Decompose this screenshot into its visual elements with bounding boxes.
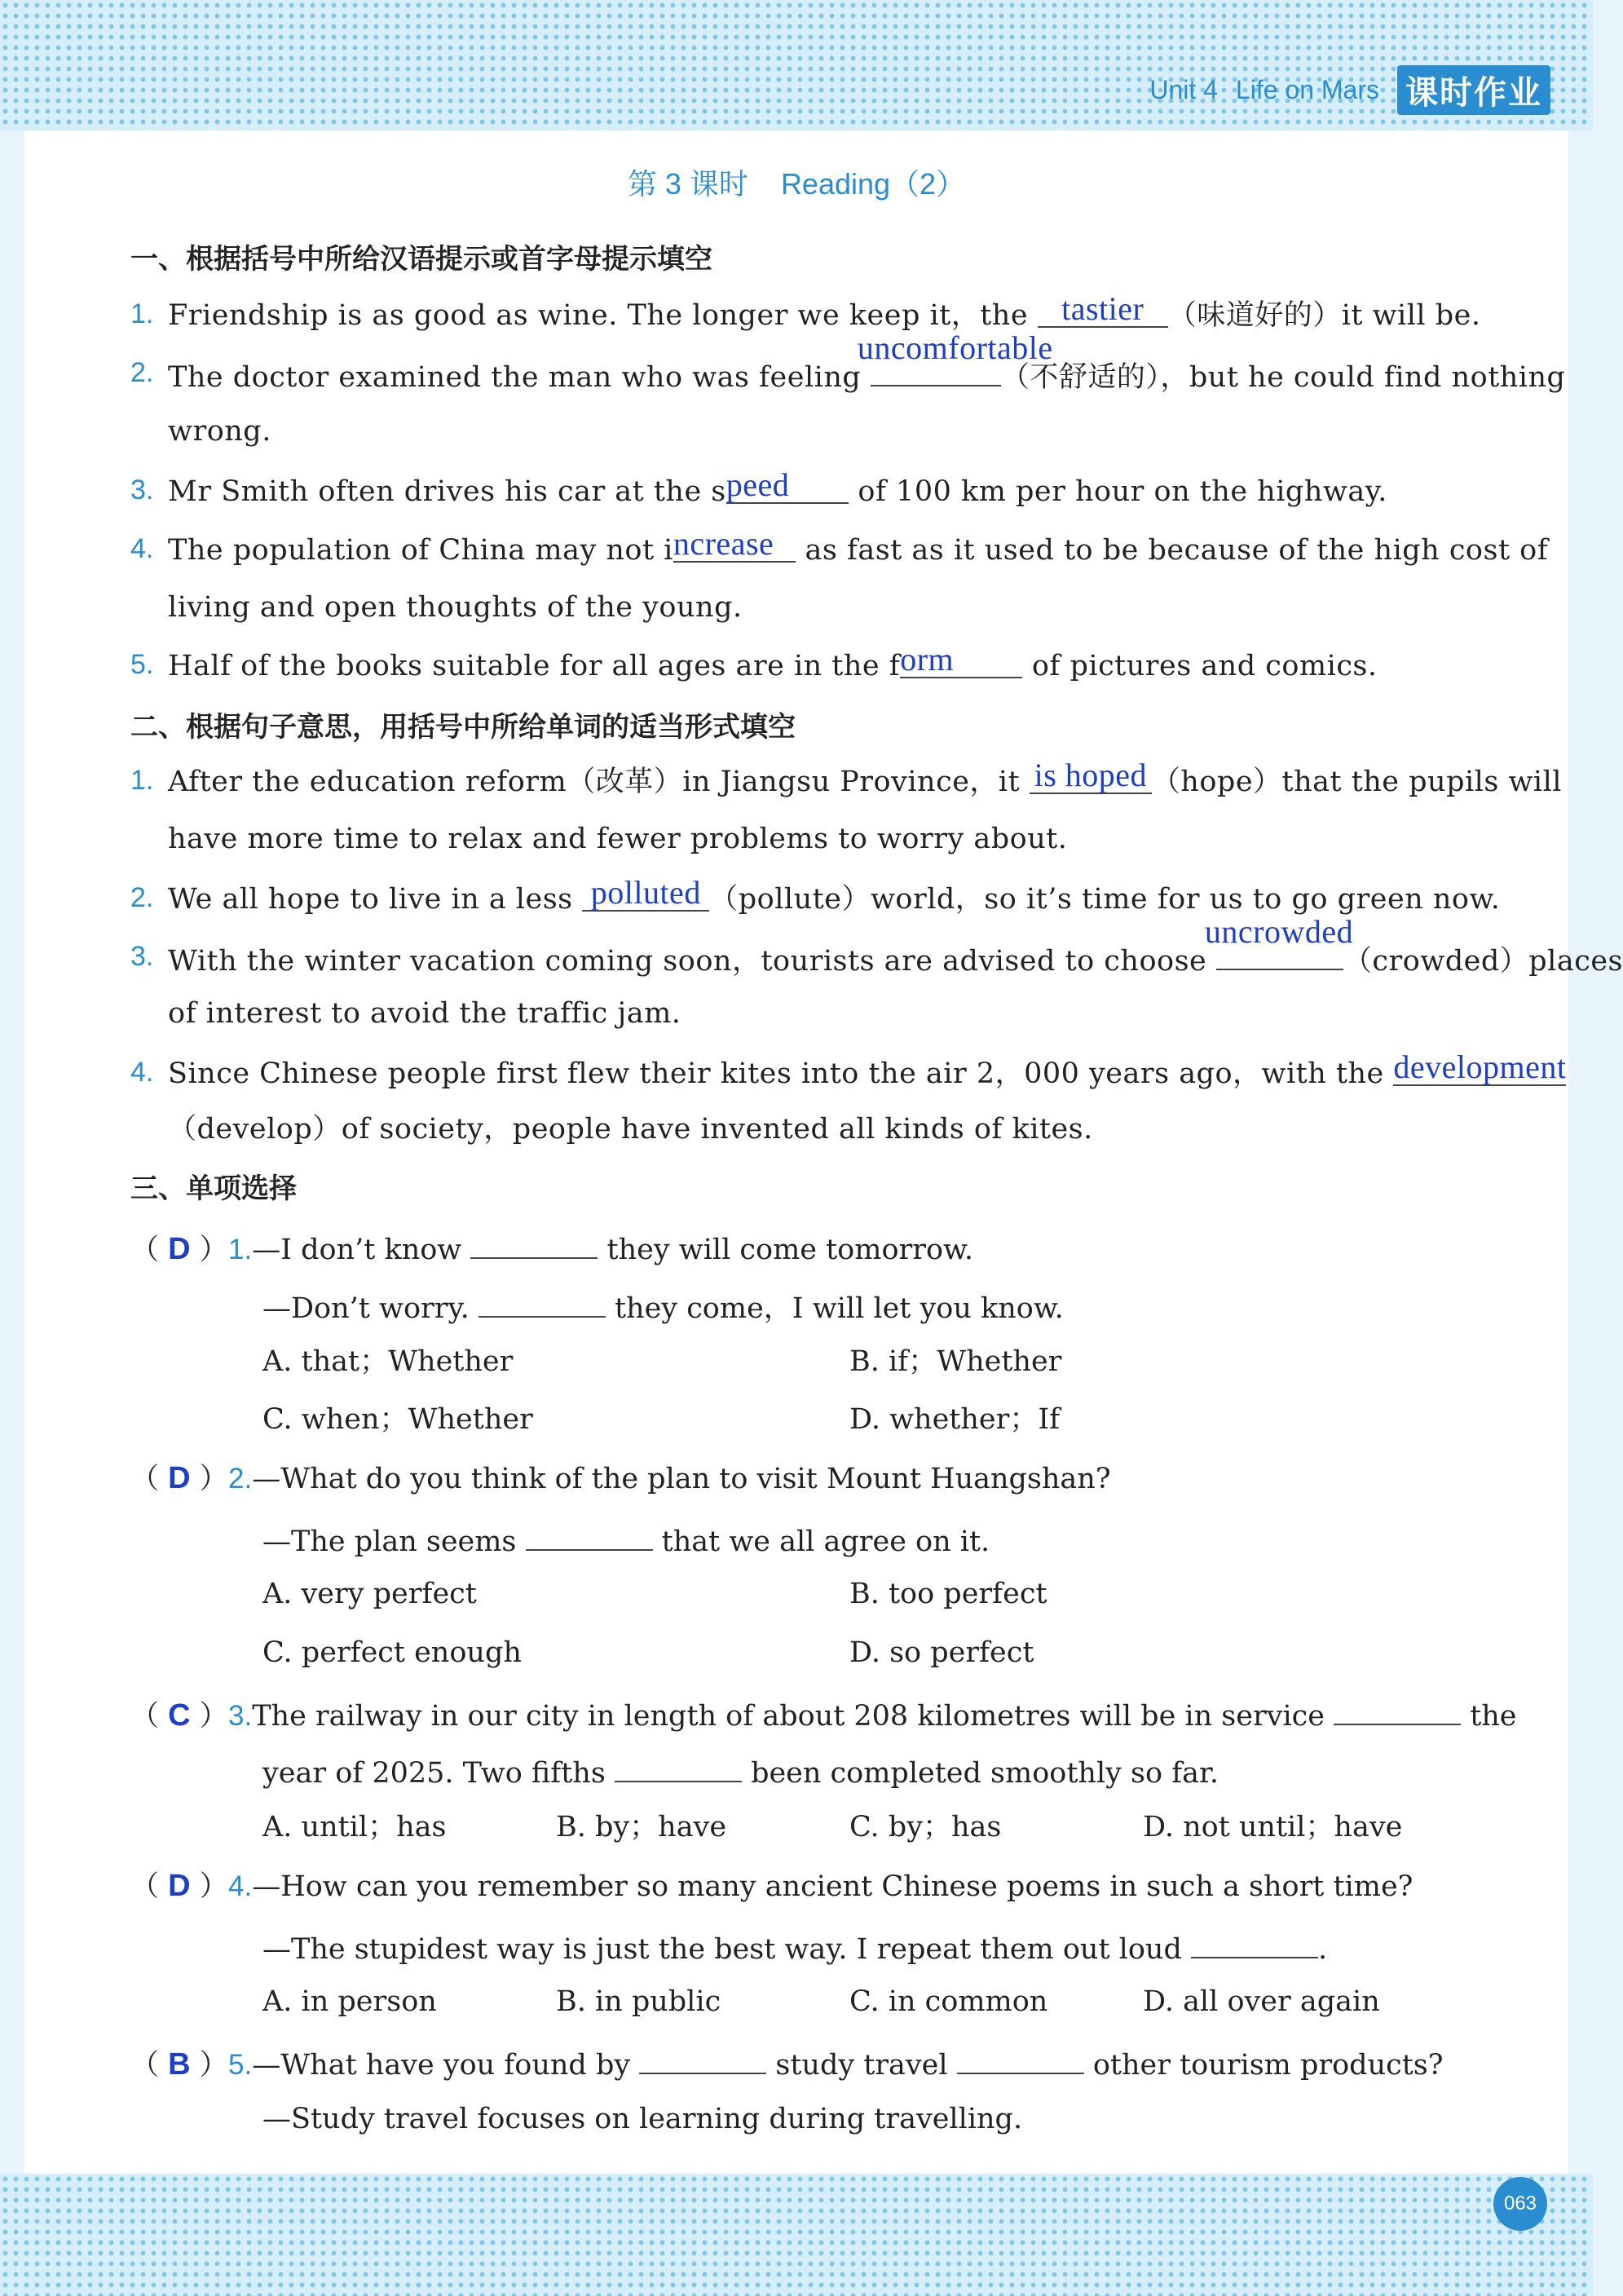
mc-q3-option-b: B. by；have [556,1811,727,1843]
s1-q3-number: 3. [130,475,154,506]
s1-q3: Mr Smith often drives his car at the speed of 100 km per hour on the highway. [168,466,1387,508]
s1-q2: The doctor examined the man who was feeling uncomfortable （不舒适的），but he could find nothing [168,329,1566,394]
mc-q2-line2: —The plan seems that we all agree on it. [262,1517,990,1562]
s1-q3-answer: peed [725,466,790,503]
s1-q5: Half of the books suitable for all ages are in the form of pictures and comics. [168,641,1378,682]
mc-q1-line2: —Don’t worry. they come，I will let you know. [262,1283,1064,1329]
s1-q5-number: 5. [130,649,154,680]
mc-q3: （ C ）3.The railway in our city in length of about 208 kilometres will be in service the [130,1691,1517,1737]
mc-q2-option-a: A. very perfect [262,1578,477,1610]
s2-q4: Since Chinese people first flew their kites into the air 2，000 years ago，with the development [168,1049,1567,1090]
brand-logo: 课时作业 [1397,65,1550,115]
section-2-heading: 二、根据句子意思，用括号中所给单词的适当形式填空 [130,711,796,744]
mc-q2: （ D ）2.—What do you think of the plan to visit Mount Huangshan? [130,1461,1111,1495]
s1-q4-answer: ncrease [673,525,774,562]
s1-q1-answer: tastier [1061,290,1144,327]
mc-q4-option-d: D. all over again [1143,1985,1380,2018]
s1-q2-cont: wrong. [168,415,271,448]
mc-q4-option-a: A. in person [262,1985,437,2018]
s2-q4-cont: （develop）of society，people have invented all kinds of kites. [168,1113,1093,1146]
mc-q2-answer: D [168,1461,191,1495]
mc-q1-answer: D [168,1232,191,1266]
s1-q2-number: 2. [130,357,154,388]
s2-q3-cont: of interest to avoid the traffic jam. [168,997,681,1030]
s1-q4-number: 4. [130,533,154,564]
s2-q4-number: 4. [130,1057,154,1088]
lesson-number: 第 3 课时 [627,167,748,201]
s1-q1: Friendship is as good as wine. The longer we keep it，the tastier （味道好的）it will be. [168,290,1481,332]
mc-q1-option-b: B. if；Whether [849,1345,1062,1378]
s1-q1-number: 1. [130,298,154,329]
mc-q1-option-a: A. that；Whether [262,1345,514,1378]
mc-q4-option-c: C. in common [849,1985,1048,2018]
s2-q3: With the winter vacation coming soon，tourists are advised to choose uncrowded （crowded）places [168,913,1623,978]
s2-q2: We all hope to live in a less polluted （pollute）world，so it’s time for us to go green now. [168,874,1501,916]
mc-q3-option-c: C. by；has [849,1811,1002,1843]
s2-q3-number: 3. [130,941,154,972]
mc-q2-option-c: C. perfect enough [262,1636,522,1669]
mc-q2-option-d: D. so perfect [849,1636,1034,1669]
mc-q1: （ D ）1.—I don’t know they will come tomorrow. [130,1225,973,1270]
mc-q3-answer: C [168,1698,191,1733]
lesson-name: Reading（2） [780,167,966,201]
s1-q2-answer: uncomfortable [857,329,1053,366]
s1-q4-cont: living and open thoughts of the young. [168,591,743,624]
s2-q1-answer: is hoped [1034,757,1148,793]
s2-q1: After the education reform（改革）in Jiangsu Province，it is hoped （hope）that the pupils will [168,757,1563,798]
mc-q1-option-d: D. whether；If [849,1403,1061,1436]
mc-q3-line2: year of 2025. Two fifths been completed smoothly so far. [262,1748,1219,1794]
mc-q4: （ D ）4.—How can you remember so many ancient Chinese poems in such a short time? [130,1869,1414,1903]
s2-q2-answer: polluted [590,874,701,911]
mc-q3-option-a: A. until；has [262,1811,447,1843]
unit-topic: Life on Mars [1235,74,1379,104]
s1-q4: The population of China may not increase as fast as it used to be because of the high cost of [168,525,1549,567]
mc-q5-answer: B [168,2047,191,2082]
mc-q4-line2: —The stupidest way is just the best way. I repeat them out loud . [262,1924,1327,1970]
s2-q1-number: 1. [130,765,154,796]
mc-q2-option-b: B. too perfect [849,1578,1047,1610]
page-number: 063 [1493,2177,1547,2231]
mc-q5: （ B ）5.—What have you found by study travel other tourism products? [130,2040,1444,2086]
page-header [1149,67,1550,113]
unit-label: Unit 4 [1149,74,1218,104]
mc-q4-option-b: B. in public [556,1985,721,2018]
mc-q1-option-c: C. when；Whether [262,1403,533,1436]
page-title [0,161,1593,203]
s2-q2-number: 2. [130,882,154,913]
mc-q3-option-d: D. not until；have [1143,1811,1403,1843]
mc-q5-line2: —Study travel focuses on learning during travelling. [262,2103,1023,2135]
bottom-dot-border [0,2174,1593,2296]
s2-q4-answer: development [1393,1049,1567,1085]
section-1-heading: 一、根据括号中所给汉语提示或首字母提示填空 [130,243,712,276]
section-3-heading: 三、单项选择 [130,1172,297,1205]
mc-q4-answer: D [168,1869,191,1903]
s2-q3-answer: uncrowded [1204,913,1354,950]
s2-q1-cont: have more time to relax and fewer problems to worry about. [168,823,1068,855]
s1-q5-answer: orm [900,641,955,678]
